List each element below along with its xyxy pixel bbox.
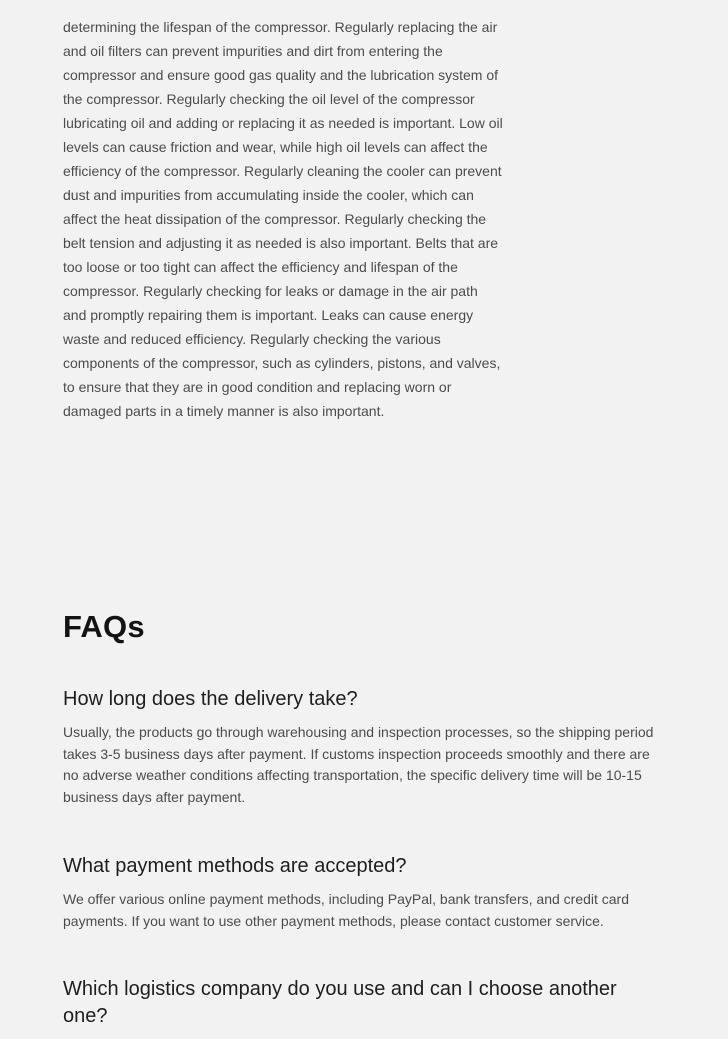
product-description-text: determining the lifespan of the compressor. Regularly replacing the air and oil filters can prevent impurities and dirt from entering the compressor and ensure good gas quality and the lubrication system of the compressor. Regularly checking the oil level of the compressor lubricating oil and adding or replacing it as needed is important. Low oil levels can cause friction and wear, while high oil levels can affect the efficiency of the compressor. Regularly cleaning the cooler can prevent dust and impurities from accumulating inside the cooler, which can affect the heat dissipation of the compressor. Regularly checking the belt tension and adjusting it as needed is also important. Belts that are too loose or too tight can affect the efficiency and lifespan of the compressor. Regularly checking for leaks or damage in the air path and promptly repairing them is important. Leaks can cause energy waste and reduced efficiency. Regularly checking the various components of the compressor, such as cylinders, pistons, and valves, to ensure that they are in good condition and replacing worn or damaged parts in a timely manner is also important. [63, 19, 503, 419]
faq-item-payment [63, 853, 655, 932]
faq-question-logistics: Which logistics company do you use and can I choose another one? [63, 978, 617, 1028]
faq-section [63, 609, 655, 1039]
faq-answer-delivery: Usually, the products go through warehousing and inspection processes, so the shipping period takes 3-5 business days after payment. If customs inspection proceeds smoothly and there are no adverse weather conditions affecting transportation, the specific delivery time will be 10-15 business days after payment. [63, 724, 654, 806]
faq-question-delivery: How long does the delivery take? [63, 688, 358, 710]
faq-section-title: FAQs [63, 609, 145, 644]
faq-item-delivery [63, 686, 655, 809]
faq-answer-payment: We offer various online payment methods, including PayPal, bank transfers, and credit card payments. If you want to use other payment methods, please contact customer service. [63, 890, 630, 929]
faq-item-logistics [63, 976, 655, 1030]
faq-question-payment: What payment methods are accepted? [63, 854, 407, 877]
